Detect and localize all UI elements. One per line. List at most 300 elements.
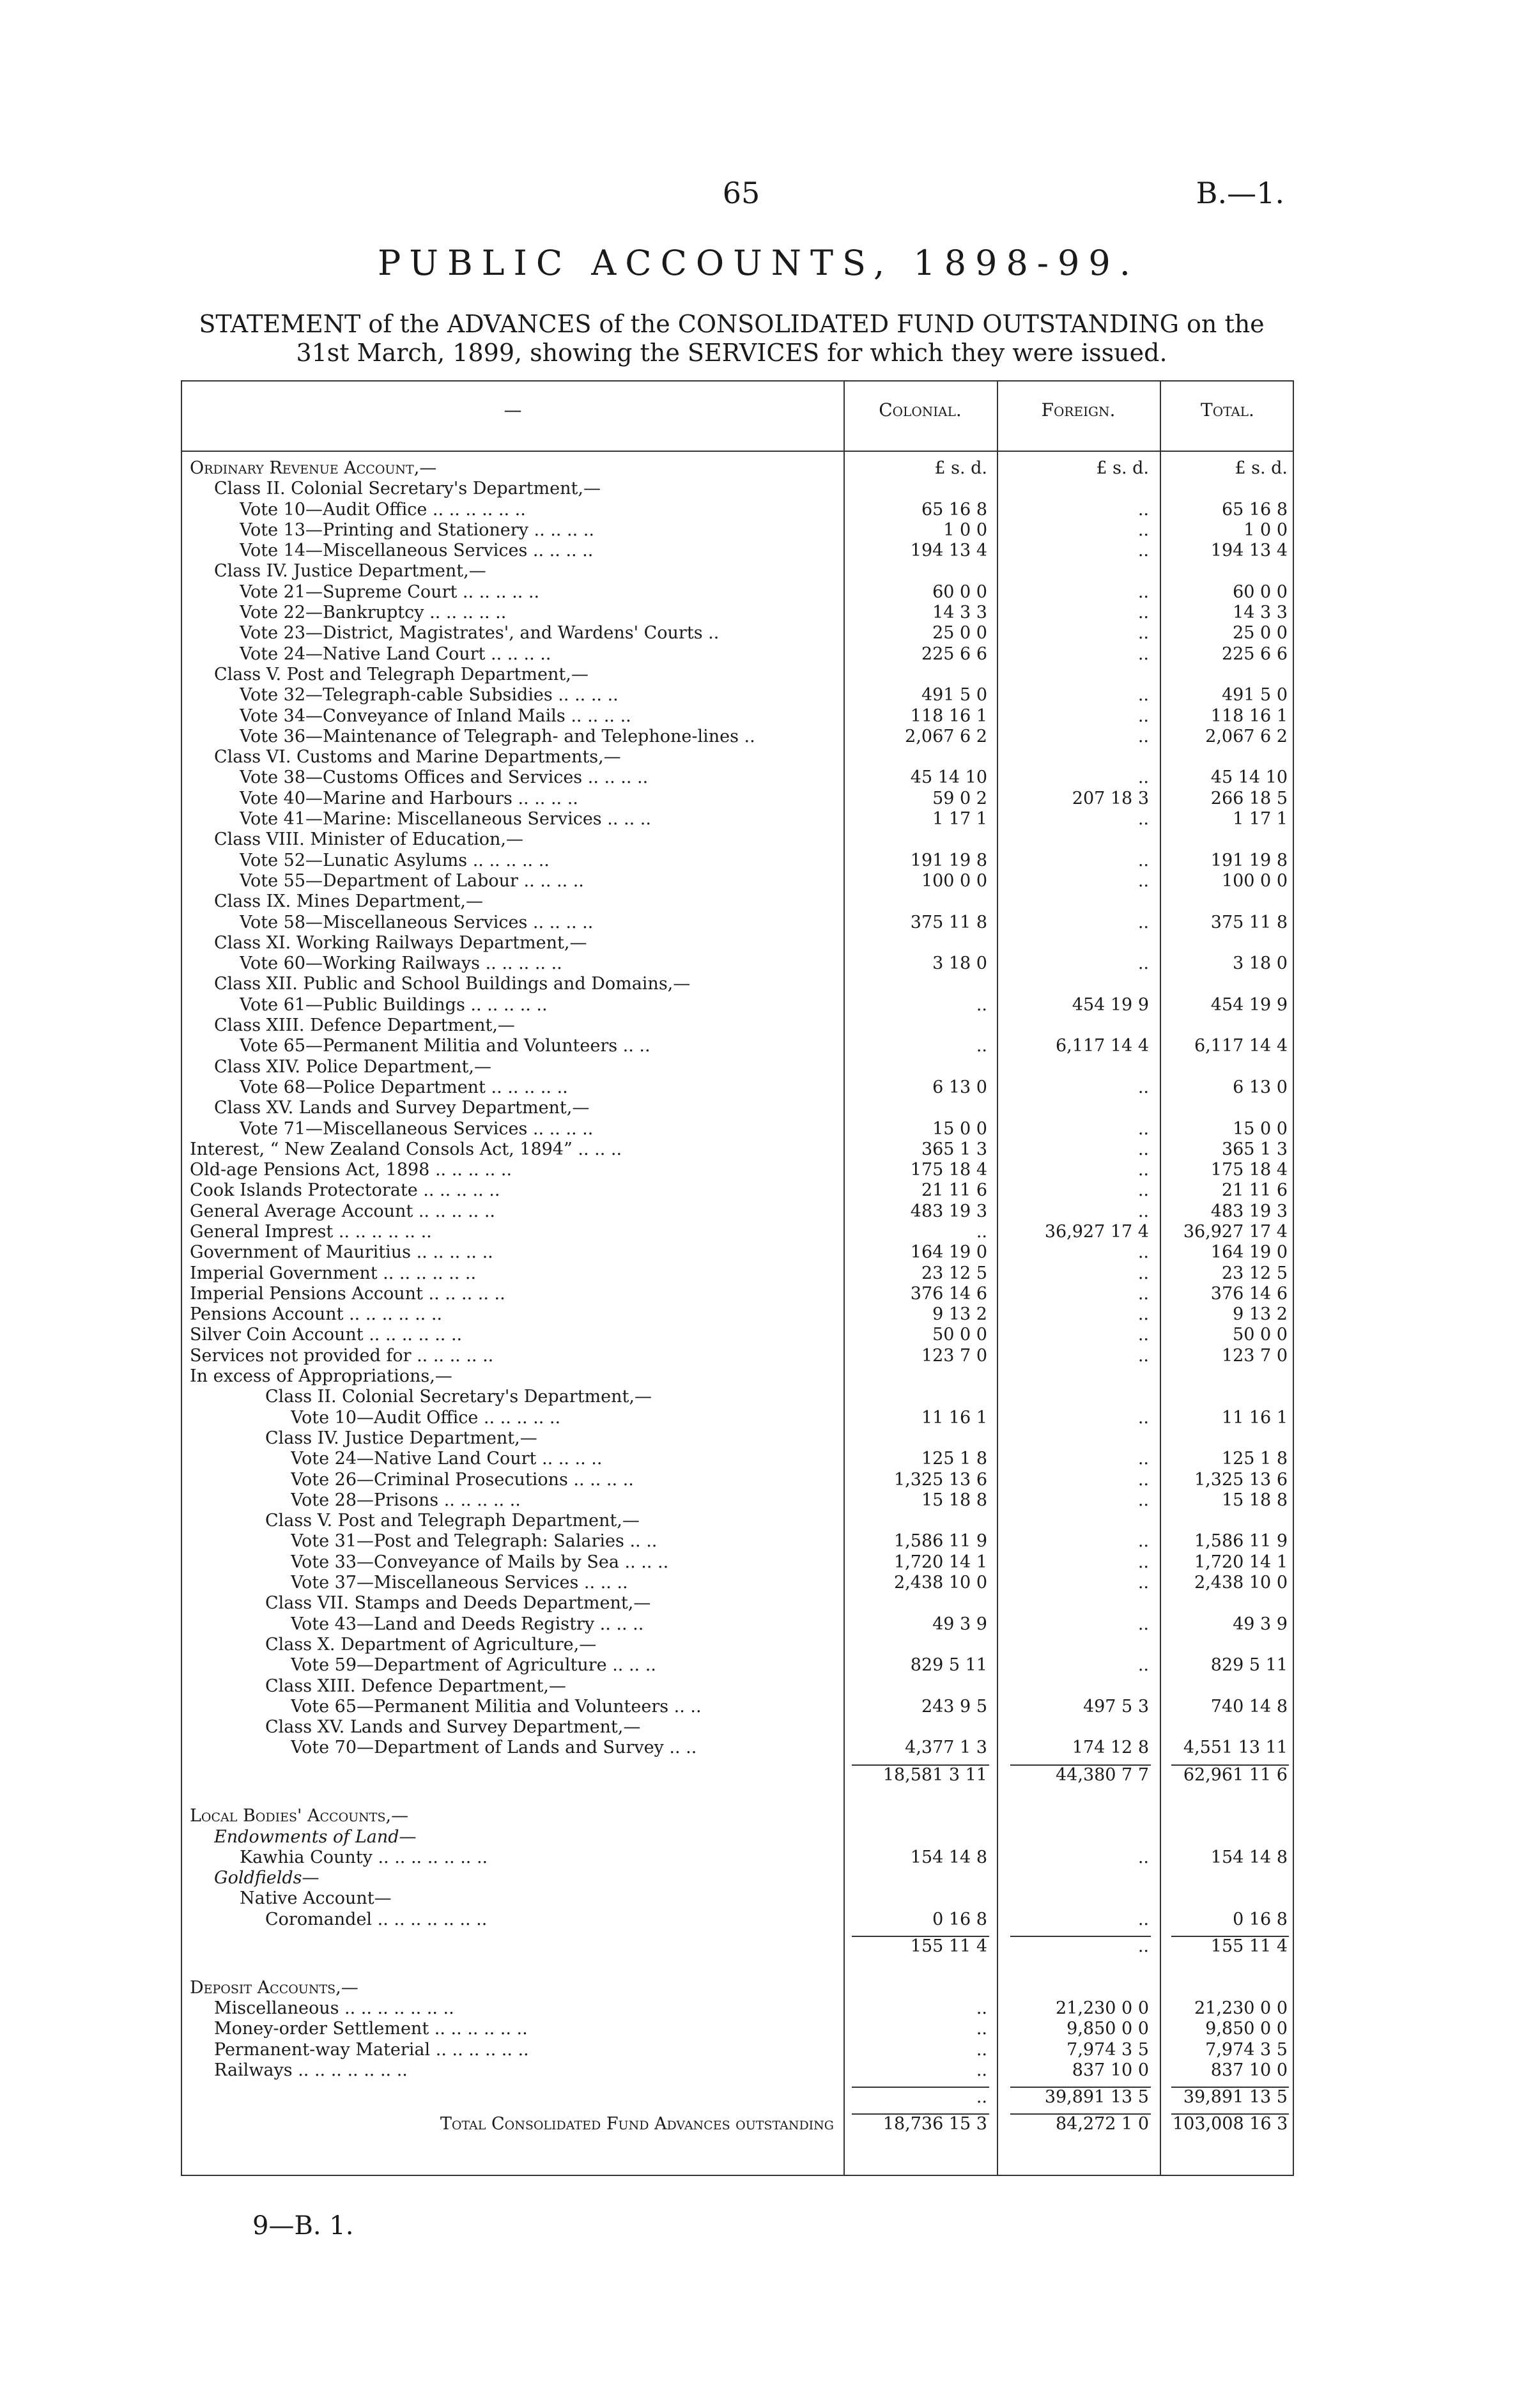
- header-colonial: Colonial.: [879, 399, 962, 421]
- row-label: Class XV. Lands and Survey Department,—: [265, 1717, 641, 1738]
- table-row: [182, 768, 1295, 788]
- cell-foreign: ..: [1137, 953, 1149, 974]
- cell-total: 191 19 8: [1210, 850, 1288, 870]
- cell-foreign: ..: [1137, 850, 1149, 870]
- cell-total: 9,850 0 0: [1205, 2019, 1288, 2039]
- cell-foreign: ..: [1137, 499, 1149, 520]
- cell-colonial: 6 13 0: [932, 1077, 987, 1097]
- table-row: [182, 1057, 1295, 1077]
- cell-foreign: ..: [1137, 685, 1149, 706]
- row-label: Vote 71—Miscellaneous Services .. .. .. ..: [240, 1118, 594, 1139]
- table-row: [182, 1139, 1295, 1160]
- cell-colonial: 194 13 4: [910, 541, 987, 561]
- cell-colonial: 1,325 13 6: [894, 1469, 987, 1490]
- cell-foreign: ..: [1137, 870, 1149, 891]
- table-row: [182, 1015, 1295, 1036]
- table-row: [182, 1470, 1295, 1490]
- cell-total: 365 1 3: [1221, 1139, 1288, 1159]
- cell-foreign: ..: [1137, 1573, 1149, 1593]
- cell-total: 4,551 13 11: [1183, 1738, 1288, 1758]
- cell-colonial: 15 0 0: [932, 1118, 987, 1139]
- cell-colonial: 164 19 0: [910, 1242, 987, 1263]
- row-label: Class V. Post and Telegraph Department,—: [265, 1511, 640, 1531]
- cell-foreign: 39,891 13 5: [1044, 2087, 1149, 2108]
- table-row: [182, 1697, 1295, 1717]
- row-label: Class XIII. Defence Department,—: [265, 1676, 566, 1696]
- cell-colonial: 2,438 10 0: [894, 1573, 987, 1593]
- cell-total: 829 5 11: [1210, 1655, 1288, 1676]
- header-foreign: Foreign.: [1041, 399, 1116, 421]
- cell-total: 21,230 0 0: [1194, 1998, 1288, 2018]
- row-label: Class X. Department of Agriculture,—: [265, 1634, 597, 1655]
- cell-colonial: 125 1 8: [921, 1449, 987, 1469]
- table-row: [182, 953, 1295, 974]
- row-label: Vote 36—Maintenance of Telegraph- and Telephone-lines ..: [240, 726, 755, 746]
- table-row: [182, 479, 1295, 499]
- cell-total: 60 0 0: [1233, 582, 1288, 602]
- table-row: [182, 1910, 1295, 1930]
- row-label: Endowments of Land—: [214, 1826, 417, 1847]
- row-label: Kawhia County .. .. .. .. .. .. ..: [240, 1847, 488, 1867]
- row-label: Vote 31—Post and Telegraph: Salaries .. ..: [291, 1531, 658, 1552]
- cell-foreign: ..: [1137, 1325, 1149, 1345]
- row-label: Vote 26—Criminal Prosecutions .. .. .. ..: [291, 1469, 634, 1490]
- table-row: [182, 1868, 1295, 1888]
- table-row: [182, 891, 1295, 912]
- cell-colonial: ..: [976, 1221, 987, 1242]
- advances-table: [181, 380, 1294, 2176]
- table-row: [182, 2060, 1295, 2081]
- cell-total: 740 14 8: [1210, 1696, 1288, 1717]
- cell-total: 837 10 0: [1210, 2060, 1288, 2080]
- cell-colonial: ..: [976, 1998, 987, 2018]
- row-label: Goldfields—: [214, 1868, 320, 1888]
- cell-colonial: 154 14 8: [910, 1847, 987, 1867]
- cell-total: 118 16 1: [1210, 706, 1288, 726]
- table-row: [182, 1978, 1295, 1998]
- cell-total: 1,720 14 1: [1194, 1552, 1288, 1572]
- row-label: Vote 68—Police Department .. .. .. .. ..: [240, 1077, 568, 1097]
- cell-total: 62,961 11 6: [1183, 1764, 1288, 1785]
- cell-foreign: ..: [1137, 1614, 1149, 1634]
- table-row: [182, 1325, 1295, 1345]
- statement-title-line-1: STATEMENT of the ADVANCES of the CONSOLIDATED FUND OUTSTANDING on the: [199, 310, 1265, 338]
- row-label: Vote 32—Telegraph-cable Subsidies .. .. .. ..: [240, 685, 619, 706]
- table-row: [182, 1242, 1295, 1263]
- row-label: Vote 38—Customs Offices and Services .. .. .. ..: [240, 768, 649, 788]
- table-row: [182, 995, 1295, 1015]
- row-label: Vote 23—District, Magistrates', and Wardens' Courts ..: [240, 623, 720, 644]
- row-label: Vote 10—Audit Office .. .. .. .. ..: [291, 1407, 561, 1428]
- cell-foreign: ..: [1137, 1469, 1149, 1490]
- cell-foreign: ..: [1137, 1909, 1149, 1929]
- cell-colonial: 376 14 6: [910, 1283, 987, 1304]
- table-row: [182, 1655, 1295, 1676]
- page-title: PUBLIC ACCOUNTS, 1898-99.: [378, 243, 1139, 283]
- cell-colonial: 18,581 3 11: [882, 1764, 987, 1785]
- table-row: [182, 623, 1295, 644]
- cell-foreign: 9,850 0 0: [1067, 2019, 1149, 2039]
- cell-colonial: ..: [976, 1036, 987, 1056]
- cell-total: 2,067 6 2: [1205, 726, 1288, 746]
- cell-colonial: 21 11 6: [921, 1180, 987, 1201]
- cell-foreign: ..: [1137, 1201, 1149, 1221]
- row-label: Imperial Government .. .. .. .. .. ..: [190, 1263, 477, 1283]
- row-label: Permanent-way Material .. .. .. .. .. ..: [214, 2039, 529, 2060]
- row-label: Class XIII. Defence Department,—: [214, 1015, 515, 1036]
- section-id: B.—1.: [1196, 176, 1284, 210]
- cell-total: 39,891 13 5: [1183, 2087, 1288, 2108]
- table-row: [182, 561, 1295, 582]
- row-label: Vote 40—Marine and Harbours .. .. .. ..: [240, 788, 578, 808]
- row-label: Vote 14—Miscellaneous Services .. .. .. ..: [240, 541, 594, 561]
- cell-colonial: 60 0 0: [932, 582, 987, 602]
- cell-colonial: 2,067 6 2: [905, 726, 987, 746]
- cell-total: 375 11 8: [1210, 912, 1288, 932]
- table-row: [182, 1160, 1295, 1180]
- cell-colonial: 18,736 15 3: [882, 2114, 987, 2134]
- table-row: [182, 685, 1295, 706]
- cell-foreign: ..: [1137, 1242, 1149, 1263]
- header-label: —: [504, 399, 522, 421]
- table-row: [182, 830, 1295, 850]
- cell-total: 0 16 8: [1233, 1909, 1288, 1929]
- cell-total: 50 0 0: [1233, 1325, 1288, 1345]
- row-label: Vote 33—Conveyance of Mails by Sea .. .. ..: [291, 1552, 669, 1572]
- cell-total: 45 14 10: [1210, 768, 1288, 788]
- cell-colonial: 45 14 10: [910, 768, 987, 788]
- cell-colonial: ..: [976, 2087, 987, 2108]
- cell-foreign: ..: [1137, 1936, 1149, 1957]
- cell-total: 483 19 3: [1210, 1201, 1288, 1221]
- table-row: [182, 1304, 1295, 1325]
- cell-total: 21 11 6: [1221, 1180, 1288, 1201]
- table-row: [182, 1119, 1295, 1139]
- cell-total: 103,008 16 3: [1173, 2114, 1288, 2134]
- table-row: [182, 1848, 1295, 1868]
- cell-foreign: ..: [1137, 582, 1149, 602]
- cell-total: 25 0 0: [1233, 623, 1288, 644]
- cell-total: 1,325 13 6: [1194, 1469, 1288, 1490]
- table-row: [182, 1387, 1295, 1407]
- table-row: [182, 1676, 1295, 1697]
- table-row: [182, 1806, 1295, 1826]
- table-row: [182, 974, 1295, 994]
- cell-colonial: 191 19 8: [910, 850, 987, 870]
- row-label: In excess of Appropriations,—: [190, 1366, 452, 1387]
- table-row: [182, 1827, 1295, 1848]
- cell-foreign: 84,272 1 0: [1056, 2114, 1149, 2134]
- table-row: [182, 1490, 1295, 1511]
- cell-total: 225 6 6: [1221, 644, 1288, 664]
- table-row: [182, 727, 1295, 747]
- table-row: [182, 603, 1295, 623]
- cell-total: 194 13 4: [1210, 541, 1288, 561]
- row-label: Imperial Pensions Account .. .. .. .. ..: [190, 1283, 505, 1304]
- cell-foreign: 497 5 3: [1082, 1696, 1149, 1717]
- row-label: Vote 52—Lunatic Asylums .. .. .. .. ..: [240, 850, 550, 870]
- cell-total: 6,117 14 4: [1194, 1036, 1288, 1056]
- cell-total: 65 16 8: [1221, 499, 1288, 520]
- table-row: [182, 458, 1295, 479]
- cell-foreign: 36,927 17 4: [1044, 1221, 1149, 1242]
- cell-foreign: ..: [1137, 1139, 1149, 1159]
- cell-total: 14 3 3: [1233, 603, 1288, 623]
- cell-foreign: ..: [1137, 520, 1149, 540]
- table-row: [182, 1573, 1295, 1593]
- table-row: [182, 1201, 1295, 1222]
- row-label: Vote 43—Land and Deeds Registry .. .. ..: [291, 1614, 644, 1634]
- cell-foreign: ..: [1137, 726, 1149, 746]
- cell-colonial: ..: [976, 2060, 987, 2080]
- cell-colonial: 225 6 6: [921, 644, 987, 664]
- cell-foreign: ..: [1137, 912, 1149, 932]
- cell-colonial: 11 16 1: [921, 1407, 987, 1428]
- cell-total: 123 7 0: [1221, 1345, 1288, 1366]
- cell-colonial: 23 12 5: [921, 1263, 987, 1283]
- cell-foreign: ..: [1137, 1263, 1149, 1283]
- row-label: Class XI. Working Railways Department,—: [214, 932, 587, 953]
- row-label: Vote 37—Miscellaneous Services .. .. ..: [291, 1573, 628, 1593]
- cell-total: 266 18 5: [1210, 788, 1288, 808]
- table-row: [182, 1888, 1295, 1909]
- row-label: Native Account—: [240, 1888, 392, 1909]
- row-label: Ordinary Revenue Account,—: [190, 458, 437, 478]
- row-label: Vote 13—Printing and Stationery .. .. .. ..: [240, 520, 594, 540]
- cell-colonial: 3 18 0: [932, 953, 987, 974]
- row-label: Vote 55—Department of Labour .. .. .. ..: [240, 870, 584, 891]
- table-row: [182, 933, 1295, 953]
- cell-total: 164 19 0: [1210, 1242, 1288, 1263]
- row-label: Government of Mauritius .. .. .. .. ..: [190, 1242, 493, 1263]
- cell-colonial: 375 11 8: [910, 912, 987, 932]
- table-row: [182, 1098, 1295, 1118]
- row-label: Class VIII. Minister of Education,—: [214, 830, 523, 850]
- cell-colonial: 14 3 3: [932, 603, 987, 623]
- row-label: Class II. Colonial Secretary's Department,—: [214, 479, 601, 499]
- row-label: Vote 24—Native Land Court .. .. .. ..: [240, 644, 551, 664]
- table-row: [182, 1222, 1295, 1242]
- cell-colonial: 1,720 14 1: [894, 1552, 987, 1572]
- cell-foreign: 7,974 3 5: [1067, 2039, 1149, 2060]
- table-row: [182, 2019, 1295, 2039]
- cell-foreign: ..: [1137, 1283, 1149, 1304]
- cell-colonial: 155 11 4: [910, 1936, 987, 1957]
- row-label: Vote 10—Audit Office .. .. .. .. .. ..: [240, 499, 526, 520]
- cell-foreign: ..: [1137, 644, 1149, 664]
- table-row: [182, 665, 1295, 685]
- table-row: [182, 1263, 1295, 1284]
- cell-colonial: ..: [976, 994, 987, 1015]
- table-row: [182, 1635, 1295, 1655]
- table-row: [182, 1593, 1295, 1614]
- cell-total: 491 5 0: [1221, 685, 1288, 706]
- row-label: Class VI. Customs and Marine Departments,—: [214, 747, 621, 768]
- row-label: Local Bodies' Accounts,—: [190, 1806, 409, 1826]
- table-row: [182, 789, 1295, 809]
- table-row: [182, 1366, 1295, 1387]
- table-row: [182, 1346, 1295, 1366]
- cell-total: 11 16 1: [1221, 1407, 1288, 1428]
- table-row: [182, 1786, 1295, 1806]
- cell-colonial: 65 16 8: [921, 499, 987, 520]
- footer-signature: 9—B. 1.: [252, 2211, 354, 2241]
- table-row: [182, 644, 1295, 665]
- row-label: Vote 65—Permanent Militia and Volunteers .. ..: [240, 1036, 651, 1056]
- row-label: Deposit Accounts,—: [190, 1977, 358, 1998]
- row-label: Vote 21—Supreme Court .. .. .. .. ..: [240, 582, 540, 602]
- row-label: Miscellaneous .. .. .. .. .. .. ..: [214, 1998, 454, 2018]
- table-row: [182, 1180, 1295, 1201]
- row-label: General Imprest .. .. .. .. .. ..: [190, 1221, 432, 1242]
- row-label: Vote 58—Miscellaneous Services .. .. .. ..: [240, 912, 594, 932]
- row-label: Vote 60—Working Railways .. .. .. .. ..: [240, 953, 562, 974]
- table-body: [182, 458, 1295, 2135]
- cell-colonial: 1,586 11 9: [894, 1531, 987, 1552]
- cell-foreign: 837 10 0: [1072, 2060, 1149, 2080]
- table-row: [182, 1614, 1295, 1635]
- table-row: [182, 520, 1295, 541]
- row-label: Vote 65—Permanent Militia and Volunteers .. ..: [291, 1696, 702, 1717]
- cell-total: 1 17 1: [1233, 809, 1288, 830]
- cell-foreign: 454 19 9: [1072, 994, 1149, 1015]
- cell-foreign: ..: [1137, 541, 1149, 561]
- cell-total: 175 18 4: [1210, 1160, 1288, 1180]
- cell-foreign: ..: [1137, 768, 1149, 788]
- cell-colonial: 483 19 3: [910, 1201, 987, 1221]
- row-label: Interest, “ New Zealand Consols Act, 1894” .. .. ..: [190, 1139, 622, 1159]
- cell-foreign: ..: [1137, 1490, 1149, 1510]
- cell-total: 9 13 2: [1233, 1304, 1288, 1325]
- page-number: 65: [722, 176, 760, 210]
- statement-title-line-2: 31st March, 1899, showing the SERVICES for which they were issued.: [296, 339, 1167, 367]
- table-row: [182, 1077, 1295, 1098]
- cell-total: 1 0 0: [1244, 520, 1288, 540]
- table-row: [182, 1428, 1295, 1449]
- cell-total: 23 12 5: [1221, 1263, 1288, 1283]
- cell-total: 376 14 6: [1210, 1283, 1288, 1304]
- row-label: Class XIV. Police Department,—: [214, 1056, 491, 1077]
- cell-total: 15 18 8: [1221, 1490, 1288, 1510]
- header-total: Total.: [1201, 399, 1254, 421]
- cell-foreign: ..: [1137, 623, 1149, 644]
- row-label: Class XV. Lands and Survey Department,—: [214, 1098, 590, 1118]
- cell-total: 154 14 8: [1210, 1847, 1288, 1867]
- row-label: Vote 22—Bankruptcy .. .. .. .. ..: [240, 603, 507, 623]
- table-row: [182, 2087, 1295, 2108]
- cell-colonial: 4,377 1 3: [905, 1738, 987, 1758]
- cell-colonial: ..: [976, 2019, 987, 2039]
- row-label: Services not provided for .. .. .. .. ..: [190, 1345, 494, 1366]
- table-row: [182, 1449, 1295, 1469]
- row-label: Silver Coin Account .. .. .. .. .. ..: [190, 1325, 463, 1345]
- table-row: [182, 1998, 1295, 2019]
- table-row: [182, 706, 1295, 727]
- cell-colonial: 100 0 0: [921, 870, 987, 891]
- cell-foreign: ..: [1137, 1077, 1149, 1097]
- cell-total: 7,974 3 5: [1205, 2039, 1288, 2060]
- cell-colonial: 491 5 0: [921, 685, 987, 706]
- row-label: Class IX. Mines Department,—: [214, 891, 483, 912]
- row-label: Railways .. .. .. .. .. .. ..: [214, 2060, 408, 2080]
- row-label: General Average Account .. .. .. .. ..: [190, 1201, 495, 1221]
- table-row: [182, 871, 1295, 891]
- table-row: [182, 1552, 1295, 1573]
- cell-foreign: 44,380 7 7: [1056, 1764, 1149, 1785]
- cell-foreign: £ s. d.: [1096, 458, 1149, 478]
- cell-foreign: ..: [1137, 706, 1149, 726]
- table-row: [182, 1738, 1295, 1758]
- row-label: Old-age Pensions Act, 1898 .. .. .. .. ..: [190, 1160, 512, 1180]
- table-row: [182, 1531, 1295, 1552]
- cell-foreign: ..: [1137, 1304, 1149, 1325]
- row-label: Coromandel .. .. .. .. .. .. ..: [265, 1909, 488, 1929]
- table-row: [182, 1284, 1295, 1304]
- table-row: [182, 1765, 1295, 1786]
- table-row: [182, 1957, 1295, 1977]
- cell-foreign: ..: [1137, 1449, 1149, 1469]
- row-label: Vote 41—Marine: Miscellaneous Services .. .. ..: [240, 809, 651, 830]
- table-row: [182, 1511, 1295, 1531]
- cell-colonial: 1 17 1: [932, 809, 987, 830]
- cell-colonial: 243 9 5: [921, 1696, 987, 1717]
- row-label: Vote 59—Department of Agriculture .. .. ..: [291, 1655, 656, 1676]
- cell-colonial: £ s. d.: [934, 458, 987, 478]
- row-label: Pensions Account .. .. .. .. .. ..: [190, 1304, 443, 1325]
- cell-foreign: 174 12 8: [1072, 1738, 1149, 1758]
- table-row: [182, 2114, 1295, 2134]
- row-label: Vote 24—Native Land Court .. .. .. ..: [291, 1449, 603, 1469]
- cell-total: 1,586 11 9: [1194, 1531, 1288, 1552]
- row-label: Class VII. Stamps and Deeds Department,—: [265, 1593, 651, 1614]
- cell-total: £ s. d.: [1235, 458, 1288, 478]
- cell-foreign: ..: [1137, 1531, 1149, 1552]
- row-label: Money-order Settlement .. .. .. .. .. ..: [214, 2019, 528, 2039]
- row-label: Total Consolidated Fund Advances outstanding: [440, 2114, 834, 2134]
- row-label: Vote 34—Conveyance of Inland Mails .. .. .. ..: [240, 706, 631, 726]
- cell-total: 49 3 9: [1233, 1614, 1288, 1634]
- cell-colonial: ..: [976, 2039, 987, 2060]
- row-label: Vote 70—Department of Lands and Survey .. ..: [291, 1738, 697, 1758]
- cell-total: 15 0 0: [1233, 1118, 1288, 1139]
- cell-foreign: ..: [1137, 1552, 1149, 1572]
- table-row: [182, 2040, 1295, 2060]
- cell-colonial: 1 0 0: [943, 520, 987, 540]
- cell-colonial: 9 13 2: [932, 1304, 987, 1325]
- header-rule: [182, 451, 1293, 452]
- cell-total: 125 1 8: [1221, 1449, 1288, 1469]
- cell-total: 6 13 0: [1233, 1077, 1288, 1097]
- row-label: Class IV. Justice Department,—: [265, 1428, 537, 1448]
- table-row: [182, 500, 1295, 520]
- cell-foreign: 21,230 0 0: [1056, 1998, 1149, 2018]
- cell-foreign: ..: [1137, 1407, 1149, 1428]
- row-label: Class V. Post and Telegraph Department,—: [214, 664, 589, 684]
- table-row: [182, 747, 1295, 768]
- table-row: [182, 1717, 1295, 1738]
- cell-colonial: 123 7 0: [921, 1345, 987, 1366]
- cell-foreign: ..: [1137, 1847, 1149, 1867]
- cell-foreign: ..: [1137, 1160, 1149, 1180]
- table-row: [182, 809, 1295, 830]
- table-row: [182, 541, 1295, 561]
- cell-colonial: 15 18 8: [921, 1490, 987, 1510]
- cell-foreign: ..: [1137, 1655, 1149, 1676]
- cell-total: 2,438 10 0: [1194, 1573, 1288, 1593]
- row-label: Vote 28—Prisons .. .. .. .. ..: [291, 1490, 521, 1510]
- row-label: Class II. Colonial Secretary's Department,—: [265, 1387, 652, 1407]
- cell-total: 3 18 0: [1233, 953, 1288, 974]
